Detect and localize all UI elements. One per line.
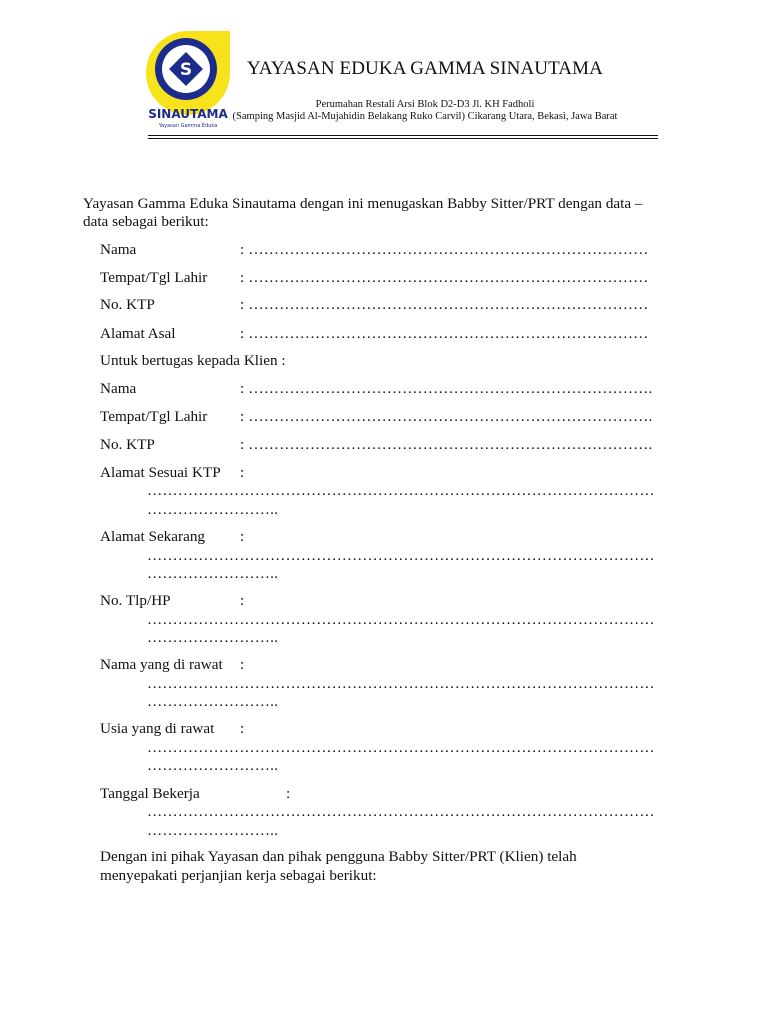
start-date-colon: :: [286, 785, 291, 802]
closing-line-2: menyepakati perjanjian kerja sebagai berikut:: [100, 867, 377, 884]
logo-subtext: Yayasan Gamma Eduka: [158, 123, 218, 129]
sitter-address-label: Alamat Asal: [100, 325, 176, 342]
address-line-2: (Samping Masjid Al-Mujahidin Belakang Ruko Carvil) Cikarang Utara, Bekasi, Jawa Barat: [232, 111, 618, 122]
organization-name: YAYASAN EDUKA GAMMA SINAUTAMA: [247, 58, 603, 79]
current-address-colon: :: [240, 528, 245, 545]
phone-label: No. Tlp/HP: [100, 592, 171, 609]
header-divider-bottom: [148, 138, 658, 139]
intro-line-1: Yayasan Gamma Eduka Sinautama dengan ini menugaskan Babby Sitter/PRT dengan data –: [83, 195, 643, 212]
sitter-ktp-label: No. KTP: [100, 296, 155, 313]
current-address-blank-2: ……………………..: [147, 565, 279, 582]
patient-age-colon: :: [240, 720, 245, 737]
header-divider-top: [148, 135, 658, 136]
logo-letter: S: [179, 60, 193, 80]
sitter-name-label: Nama: [100, 241, 137, 258]
patient-name-blank-2: ……………………..: [147, 693, 279, 710]
closing-line-1: Dengan ini pihak Yayasan dan pihak pengguna Babby Sitter/PRT (Klien) telah: [100, 848, 577, 865]
patient-age-blank-1: ………………………………………………………………………………………: [147, 739, 655, 756]
sitter-name-blank: : ……………………………………………………………………: [240, 241, 649, 258]
phone-blank-2: ……………………..: [147, 629, 279, 646]
client-name-label: Nama: [100, 380, 137, 397]
client-name-blank: : …………………………………………………………………….: [240, 380, 653, 397]
client-ktp-blank: : …………………………………………………………………….: [240, 436, 653, 453]
client-heading: Untuk bertugas kepada Klien :: [100, 352, 286, 369]
sitter-address-blank: : ……………………………………………………………………: [240, 325, 649, 342]
patient-age-blank-2: ……………………..: [147, 757, 279, 774]
patient-name-blank-1: ………………………………………………………………………………………: [147, 675, 655, 692]
patient-age-label: Usia yang di rawat: [100, 720, 215, 737]
start-date-blank-1: ………………………………………………………………………………………: [147, 803, 655, 820]
sitter-birth-label: Tempat/Tgl Lahir: [100, 269, 208, 286]
patient-name-colon: :: [240, 656, 245, 673]
current-address-label: Alamat Sekarang: [100, 528, 206, 545]
logo-wordmark: SINAUTAMA: [148, 107, 228, 121]
ktp-address-label: Alamat Sesuai KTP: [100, 464, 221, 481]
ktp-address-blank-1: ………………………………………………………………………………………: [147, 482, 655, 499]
client-birth-label: Tempat/Tgl Lahir: [100, 408, 208, 425]
intro-line-2: data sebagai berikut:: [83, 213, 209, 230]
current-address-blank-1: ………………………………………………………………………………………: [147, 547, 655, 564]
ktp-address-colon: :: [240, 464, 245, 481]
ktp-address-blank-2: ……………………..: [147, 501, 279, 518]
client-birth-blank: : …………………………………………………………………….: [240, 408, 653, 425]
start-date-label: Tanggal Bekerja: [100, 785, 200, 802]
phone-blank-1: ………………………………………………………………………………………: [147, 611, 655, 628]
address-line-1: Perumahan Restali Arsi Blok D2-D3 Jl. KH Fadholi: [315, 99, 535, 110]
sitter-ktp-blank: : ……………………………………………………………………: [240, 296, 649, 313]
start-date-blank-2: ……………………..: [147, 822, 279, 839]
patient-name-label: Nama yang di rawat: [100, 656, 223, 673]
sitter-birth-blank: : ……………………………………………………………………: [240, 269, 649, 286]
sinautama-logo: [144, 28, 232, 132]
phone-colon: :: [240, 592, 245, 609]
client-ktp-label: No. KTP: [100, 436, 155, 453]
